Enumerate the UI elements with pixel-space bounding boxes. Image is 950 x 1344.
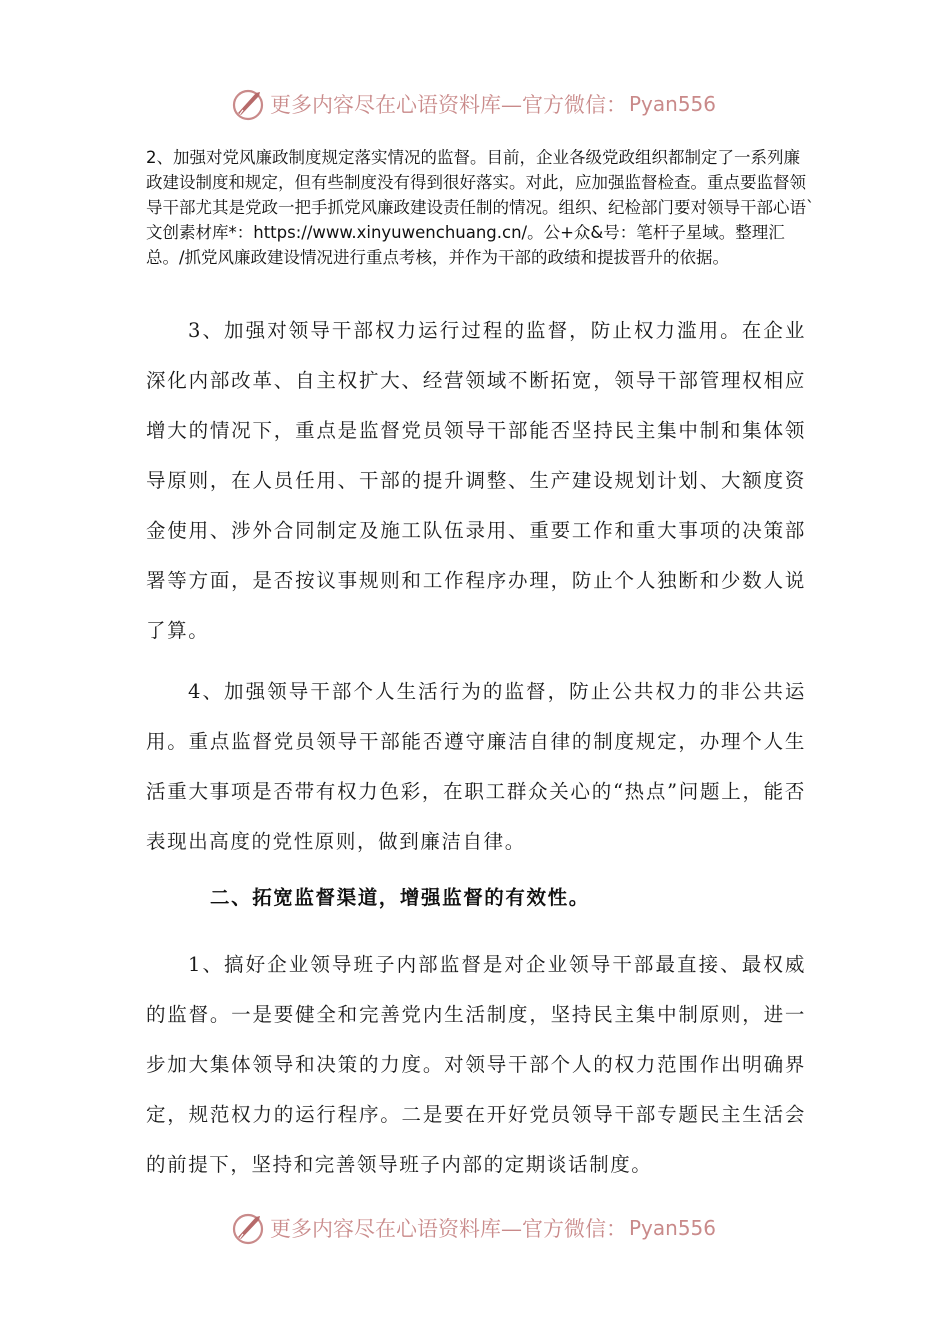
paragraph-4-text: 4、加强领导干部个人生活行为的监督，防止公共权力的非公共运用。重点监督党员领导干部能否遵守廉洁自律的制度规定，办理个人生活重大事项是否带有权力色彩，在职工群众关心的“热点”问题上，能否表现出高度的党性原则，做到廉洁自律。 xyxy=(146,680,806,853)
banner-text: 更多内容尽在心语资料库—官方微信： xyxy=(270,93,627,117)
section-heading: 二、拓宽监督渠道，增强监督的有效性。 xyxy=(210,886,590,909)
footer-banner xyxy=(230,1210,750,1246)
paragraph-5-text: 1、搞好企业领导班子内部监督是对企业领导干部最直接、最权威的监督。一是要健全和完善党内生活制度，坚持民主集中制原则，进一步加大集体领导和决策的力度。对领导干部个人的权力范围作出明确界定，规范权力的运行程序。二是要在开好党员领导干部专题民主生活会的前提下，坚持和完善领导班子内部的定期谈话制度。 xyxy=(146,953,806,1176)
quill-pen-logo-icon xyxy=(230,1210,266,1246)
banner-wechat-id: Pyan556 xyxy=(629,1216,717,1240)
paragraph-5 xyxy=(146,940,806,1190)
banner-text: 更多内容尽在心语资料库—官方微信： xyxy=(270,1217,627,1241)
quill-pen-logo-icon xyxy=(230,86,266,122)
paragraph-4 xyxy=(146,667,806,867)
paragraph-2: 2、加强对党风廉政制度规定落实情况的监督。目前，企业各级党政组织都制定了一系列廉政建设制度和规定，但有些制度没有得到很好落实。对此，应加强监督检查。重点要监督领导干部尤其是党政一把手抓党风廉政建设责任制的情况。组织、纪检部门要对领导干部心语`文创素材库*：https://www.xinyuwenchuang.cn/。公+众&号：笔杆子星域。整理汇总。/抓党风廉政建设情况进行重点考核，并作为干部的政绩和提拔晋升的依据。 xyxy=(146,148,815,267)
paragraph-3 xyxy=(146,306,806,656)
banner-wechat-id: Pyan556 xyxy=(629,92,717,116)
header-banner xyxy=(230,86,750,122)
paragraph-3-text: 3、加强对领导干部权力运行过程的监督，防止权力滥用。在企业深化内部改革、自主权扩大、经营领域不断拓宽，领导干部管理权相应增大的情况下，重点是监督党员领导干部能否坚持民主集中制和集体领导原则，在人员任用、干部的提升调整、生产建设规划计划、大额度资金使用、涉外合同制定及施工队伍录用、重要工作和重大事项的决策部署等方面，是否按议事规则和工作程序办理，防止个人独断和少数人说了算。 xyxy=(146,319,806,642)
